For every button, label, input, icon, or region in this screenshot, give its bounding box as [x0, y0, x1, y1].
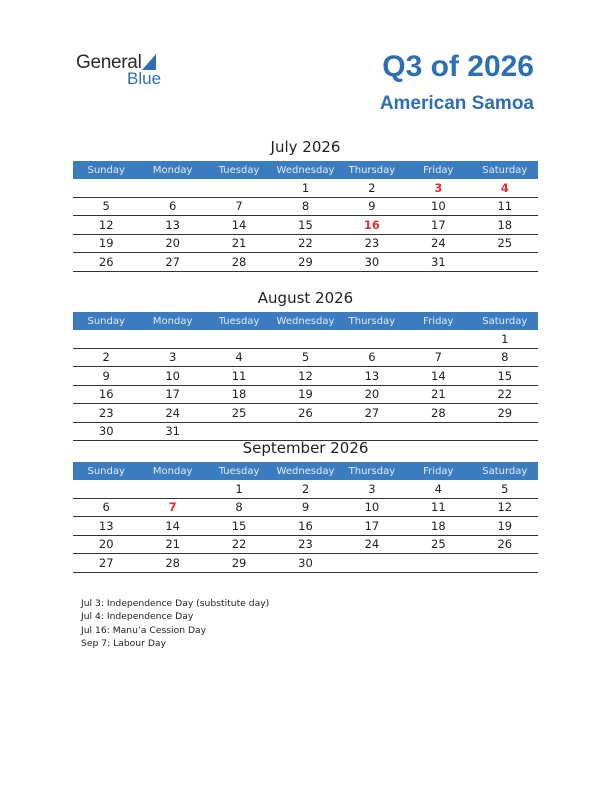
weekday-header: Wednesday — [272, 462, 338, 480]
day-cell: 24 — [139, 404, 205, 423]
day-cell: 19 — [73, 234, 139, 253]
day-cell: 9 — [339, 197, 405, 216]
day-cell: 14 — [405, 367, 471, 386]
day-cell: 4 — [206, 348, 272, 367]
day-cell: 19 — [272, 385, 338, 404]
day-cell: 3 — [139, 348, 205, 367]
day-cell: 3 — [405, 179, 471, 197]
day-cell: 11 — [206, 367, 272, 386]
day-cell: 16 — [272, 517, 338, 536]
week-row — [73, 234, 538, 253]
day-cell: 17 — [339, 517, 405, 536]
day-cell: 2 — [73, 348, 139, 367]
day-cell: 14 — [206, 216, 272, 235]
day-cell: 13 — [139, 216, 205, 235]
day-cell: 30 — [272, 554, 338, 573]
day-cell: 21 — [405, 385, 471, 404]
week-row — [73, 197, 538, 216]
day-cell: 3 — [339, 480, 405, 498]
country-name: American Samoa — [379, 93, 534, 114]
week-row — [73, 480, 538, 498]
day-cell: 4 — [405, 480, 471, 498]
weekday-header: Saturday — [472, 312, 538, 330]
weekday-header-row — [73, 312, 538, 330]
day-cell: 31 — [139, 422, 205, 441]
day-cell: 5 — [272, 348, 338, 367]
weekday-header: Wednesday — [272, 161, 338, 179]
week-row — [73, 498, 538, 517]
week-row — [73, 216, 538, 235]
day-cell: 6 — [73, 498, 139, 517]
day-cell: 10 — [139, 367, 205, 386]
day-cell: 18 — [206, 385, 272, 404]
day-cell: 12 — [272, 367, 338, 386]
month-block-july — [73, 137, 538, 272]
empty-day-cell — [339, 554, 405, 573]
day-cell: 11 — [405, 498, 471, 517]
empty-day-cell — [139, 179, 205, 197]
day-cell: 28 — [206, 253, 272, 272]
day-cell: 29 — [472, 404, 538, 423]
week-row — [73, 535, 538, 554]
week-row — [73, 385, 538, 404]
day-cell: 1 — [472, 330, 538, 348]
weekday-header: Tuesday — [206, 462, 272, 480]
day-cell: 8 — [206, 498, 272, 517]
quarter-title: Q3 of 2026 — [382, 50, 534, 83]
holiday-note: Jul 3: Independence Day (substitute day) — [81, 598, 270, 609]
logo-word-blue: Blue — [127, 69, 162, 88]
day-cell: 15 — [272, 216, 338, 235]
holiday-list — [81, 597, 269, 651]
day-cell: 23 — [272, 535, 338, 554]
day-cell: 18 — [472, 216, 538, 235]
day-cell: 7 — [139, 498, 205, 517]
generalblue-logo — [76, 52, 176, 88]
day-cell: 18 — [405, 517, 471, 536]
day-cell: 24 — [405, 234, 471, 253]
day-cell: 2 — [339, 179, 405, 197]
day-cell: 22 — [472, 385, 538, 404]
weekday-header: Friday — [405, 161, 471, 179]
month-block-august — [73, 288, 538, 441]
day-cell: 25 — [206, 404, 272, 423]
empty-day-cell — [472, 554, 538, 573]
month-block-september — [73, 438, 538, 573]
day-cell: 24 — [339, 535, 405, 554]
day-cell: 17 — [405, 216, 471, 235]
day-cell: 9 — [272, 498, 338, 517]
day-cell: 25 — [405, 535, 471, 554]
day-cell: 7 — [206, 197, 272, 216]
logo-triangle-icon — [142, 54, 156, 70]
calendar-grid — [73, 462, 538, 573]
weekday-header: Monday — [139, 312, 205, 330]
holiday-note: Sep 7: Labour Day — [81, 638, 166, 650]
day-cell: 19 — [472, 517, 538, 536]
day-cell: 27 — [139, 253, 205, 272]
weekday-header: Thursday — [339, 312, 405, 330]
day-cell: 22 — [206, 535, 272, 554]
weekday-header: Thursday — [339, 161, 405, 179]
day-cell: 26 — [73, 253, 139, 272]
holiday-note: Jul 4: Independence Day — [81, 611, 194, 623]
day-cell: 6 — [139, 197, 205, 216]
week-row — [73, 554, 538, 573]
day-cell: 10 — [405, 197, 471, 216]
day-cell: 8 — [472, 348, 538, 367]
empty-day-cell — [472, 253, 538, 272]
week-row — [73, 367, 538, 386]
empty-day-cell — [206, 330, 272, 348]
day-cell: 27 — [73, 554, 139, 573]
day-cell: 12 — [472, 498, 538, 517]
weekday-header: Sunday — [73, 462, 139, 480]
weekday-header-row — [73, 161, 538, 179]
calendar-grid — [73, 161, 538, 272]
week-row — [73, 253, 538, 272]
day-cell: 31 — [405, 253, 471, 272]
day-cell: 20 — [339, 385, 405, 404]
empty-day-cell — [206, 179, 272, 197]
weekday-header: Saturday — [472, 161, 538, 179]
week-row — [73, 348, 538, 367]
day-cell: 9 — [73, 367, 139, 386]
day-cell: 16 — [339, 216, 405, 235]
day-cell: 23 — [73, 404, 139, 423]
day-cell: 1 — [206, 480, 272, 498]
day-cell: 28 — [139, 554, 205, 573]
logo-word-general: General — [76, 52, 142, 73]
day-cell: 5 — [73, 197, 139, 216]
day-cell: 10 — [339, 498, 405, 517]
weekday-header: Monday — [139, 462, 205, 480]
empty-day-cell — [339, 330, 405, 348]
day-cell: 23 — [339, 234, 405, 253]
day-cell: 26 — [472, 535, 538, 554]
empty-day-cell — [73, 480, 139, 498]
day-cell: 13 — [339, 367, 405, 386]
weekday-header: Saturday — [472, 462, 538, 480]
day-cell: 29 — [206, 554, 272, 573]
day-cell: 29 — [272, 253, 338, 272]
month-title: August 2026 — [257, 289, 354, 307]
week-row — [73, 517, 538, 536]
day-cell: 30 — [73, 422, 139, 441]
weekday-header: Tuesday — [206, 161, 272, 179]
weekday-header: Tuesday — [206, 312, 272, 330]
weekday-header: Thursday — [339, 462, 405, 480]
day-cell: 14 — [139, 517, 205, 536]
weekday-header: Wednesday — [272, 312, 338, 330]
day-cell: 4 — [472, 179, 538, 197]
empty-day-cell — [73, 330, 139, 348]
day-cell: 22 — [272, 234, 338, 253]
calendar-grid — [73, 312, 538, 441]
day-cell: 7 — [405, 348, 471, 367]
day-cell: 13 — [73, 517, 139, 536]
weekday-header-row — [73, 462, 538, 480]
empty-day-cell — [405, 554, 471, 573]
day-cell: 16 — [73, 385, 139, 404]
weekday-header: Friday — [405, 462, 471, 480]
empty-day-cell — [272, 330, 338, 348]
weekday-header: Friday — [405, 312, 471, 330]
day-cell: 27 — [339, 404, 405, 423]
weekday-header: Sunday — [73, 312, 139, 330]
day-cell: 5 — [472, 480, 538, 498]
day-cell: 21 — [139, 535, 205, 554]
day-cell: 30 — [339, 253, 405, 272]
empty-day-cell — [405, 330, 471, 348]
day-cell: 6 — [339, 348, 405, 367]
week-row — [73, 179, 538, 197]
day-cell: 26 — [272, 404, 338, 423]
day-cell: 8 — [272, 197, 338, 216]
day-cell: 15 — [472, 367, 538, 386]
empty-day-cell — [139, 480, 205, 498]
day-cell: 11 — [472, 197, 538, 216]
weekday-header: Sunday — [73, 161, 139, 179]
week-row — [73, 330, 538, 348]
day-cell: 1 — [272, 179, 338, 197]
month-title: July 2026 — [270, 138, 341, 156]
holiday-note: Jul 16: Manu’a Cession Day — [81, 624, 207, 636]
day-cell: 12 — [73, 216, 139, 235]
weekday-header: Monday — [139, 161, 205, 179]
day-cell: 17 — [139, 385, 205, 404]
day-cell: 21 — [206, 234, 272, 253]
month-title: September 2026 — [242, 439, 369, 457]
day-cell: 2 — [272, 480, 338, 498]
day-cell: 15 — [206, 517, 272, 536]
week-row — [73, 404, 538, 423]
empty-day-cell — [139, 330, 205, 348]
empty-day-cell — [73, 179, 139, 197]
day-cell: 20 — [73, 535, 139, 554]
day-cell: 20 — [139, 234, 205, 253]
day-cell: 28 — [405, 404, 471, 423]
day-cell: 25 — [472, 234, 538, 253]
